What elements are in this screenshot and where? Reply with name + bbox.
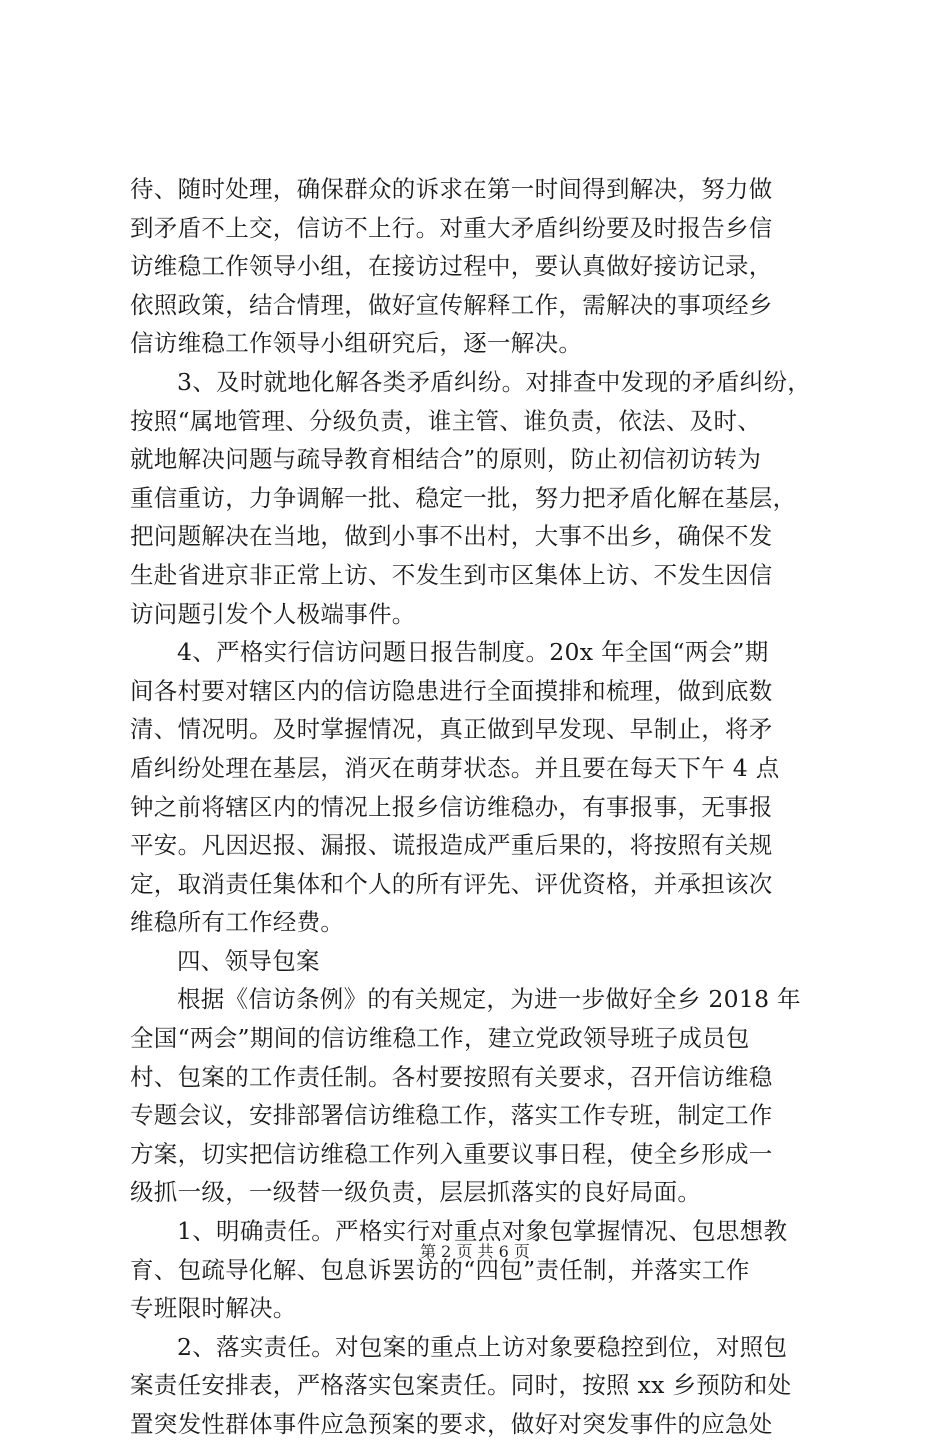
- paragraph-start-line: 3、及时就地化解各类矛盾纠纷。对排查中发现的矛盾纠纷，: [177, 367, 812, 396]
- text-line: 到矛盾不上交，信访不上行。对重大矛盾纠纷要及时报告乡信: [130, 213, 773, 242]
- paragraph-start-line: 2、落实责任。对包案的重点上访对象要稳控到位，对照包: [177, 1332, 788, 1361]
- text-line: 全国“两会”期间的信访维稳工作，建立党政领导班子成员包: [130, 1024, 750, 1053]
- page-number-footer: 第 2 页 共 6 页: [420, 1242, 530, 1261]
- text-line: 把问题解决在当地，做到小事不出村，大事不出乡，确保不发: [130, 522, 773, 551]
- text-line: 重信重访，力争调解一批、稳定一批，努力把矛盾化解在基层，: [130, 483, 797, 512]
- text-line: 依照政策，结合情理，做好宣传解释工作，需解决的事项经乡: [130, 290, 773, 319]
- text-line: 访问题引发个人极端事件。: [130, 599, 416, 628]
- text-line: 清、情况明。及时掌握情况，真正做到早发现、早制止，将矛: [130, 715, 773, 744]
- text-line: 按照“属地管理、分级负责，谁主管、谁负责，依法、及时、: [130, 406, 762, 435]
- text-line: 级抓一级，一级替一级负责，层层抓落实的良好局面。: [130, 1178, 702, 1207]
- text-line: 访维稳工作领导小组，在接访过程中，要认真做好接访记录，: [130, 252, 773, 281]
- text-line: 维稳所有工作经费。: [130, 908, 345, 937]
- text-line: 方案，切实把信访维稳工作列入重要议事日程，使全乡形成一: [130, 1139, 773, 1168]
- text-line: 待、随时处理，确保群众的诉求在第一时间得到解决，努力做: [130, 175, 773, 203]
- text-line: 平安。凡因迟报、漏报、谎报造成严重后果的，将按照有关规: [130, 831, 773, 860]
- text-line: 盾纠纷处理在基层，消灭在萌芽状态。并且要在每天下午 4 点: [130, 753, 780, 782]
- paragraph-start-line: 根据《信访条例》的有关规定，为进一步做好全乡 2018 年: [177, 985, 801, 1014]
- text-line: 信访维稳工作领导小组研究后，逐一解决。: [130, 329, 583, 358]
- text-line: 钟之前将辖区内的情况上报乡信访维稳办，有事报事，无事报: [130, 792, 773, 821]
- paragraph-start-line: 4、严格实行信访问题日报告制度。20x 年全国“两会”期: [177, 638, 769, 667]
- text-line: 置突发性群体事件应急预案的要求，做好对突发事件的应急处: [130, 1410, 773, 1438]
- text-line: 育、包疏导化解、包息诉罢访的“四包”责任制，并落实工作: [130, 1255, 750, 1284]
- text-line: 定，取消责任集体和个人的所有评先、评优资格，并承担该次: [130, 869, 773, 898]
- text-line: 专题会议，安排部署信访维稳工作，落实工作专班，制定工作: [130, 1101, 773, 1130]
- text-line: 间各村要对辖区内的信访隐患进行全面摸排和梳理，做到底数: [130, 676, 773, 705]
- text-line: 生赴省进京非正常上访、不发生到市区集体上访、不发生因信: [130, 560, 773, 589]
- text-line: 就地解决问题与疏导教育相结合”的原则，防止初信初访转为: [130, 445, 762, 474]
- text-line: 村、包案的工作责任制。各村要按照有关要求，召开信访维稳: [130, 1062, 773, 1091]
- paragraph-start-line: 1、明确责任。严格实行对重点对象包掌握情况、包思想教: [177, 1217, 788, 1246]
- section-heading: 四、领导包案: [177, 946, 320, 975]
- text-line: 专班限时解决。: [130, 1294, 297, 1323]
- text-line: 案责任安排表，严格落实包案责任。同时，按照 xx 乡预防和处: [130, 1371, 792, 1400]
